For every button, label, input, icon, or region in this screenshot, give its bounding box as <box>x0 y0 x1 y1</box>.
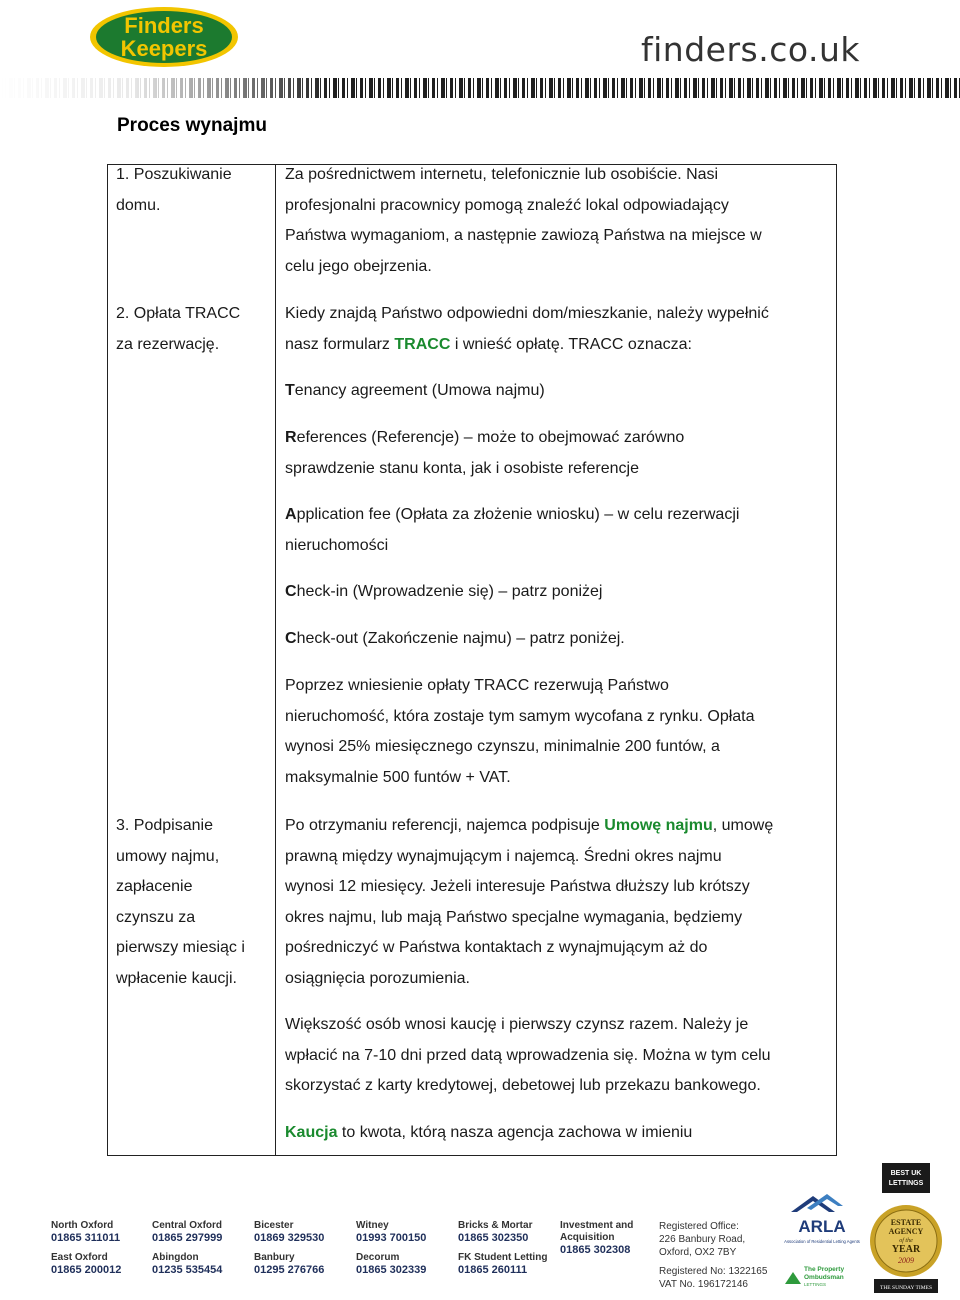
text-line: Państwa wymaganiom, a następnie zawiozą Państwa na miejsce w <box>285 227 762 244</box>
award-line4: YEAR <box>891 1244 921 1255</box>
office-phone[interactable]: 01865 260111 <box>458 1264 528 1276</box>
acronym-letter: A <box>285 506 297 523</box>
logo-line2: Keepers <box>120 36 208 61</box>
tpo-line1: The Property <box>804 1266 845 1273</box>
vat-number: VAT No. 196172146 <box>659 1279 748 1290</box>
text-line: wpłacić na 7-10 dni przed datą wprowadzenia się. Można w tym celu <box>285 1046 771 1064</box>
step-3-contract <box>285 811 825 994</box>
office-decorum <box>356 1252 426 1276</box>
step-3-deposit <box>285 1118 825 1149</box>
office-name: East Oxford <box>51 1252 108 1263</box>
text-line: pośredniczyć w Państwa kontaktach z wynajmującym aż do <box>285 939 708 956</box>
office-investment-acquisition <box>560 1220 633 1256</box>
text-line: skorzystać z karty kredytowej, debetowej lub przekazu bankowego. <box>285 1077 761 1094</box>
office-phone[interactable]: 01865 302308 <box>560 1244 631 1256</box>
text-line: wynosi 25% miesięcznego czynszu, minimalnie 200 funtów, a <box>285 738 720 755</box>
step-1-label-line: 1. Poszukiwanie <box>116 166 232 183</box>
text-span: i wnieść opłatę. TRACC oznacza: <box>450 335 692 353</box>
office-east-oxford <box>51 1252 121 1276</box>
text-line: Poprzez wniesienie opłaty TRACC rezerwują Państwo <box>285 677 669 694</box>
text-line: okres najmu, lub mają Państwo specjalne wymagania, będziemy <box>285 908 743 926</box>
arla-subtitle: Association of Residential Letting Agents <box>784 1239 860 1244</box>
text-span: Po otrzymaniu referencji, najemca podpisuje <box>285 817 605 834</box>
office-name: Central Oxford <box>152 1220 223 1231</box>
office-bicester <box>254 1220 324 1244</box>
text-line: wynosi 12 miesięcy. Jeżeli interesuje Państwa dłuższy lub krótszy <box>285 878 750 895</box>
step-2-label-line: za rezerwację. <box>116 335 220 353</box>
text-span: heck-out (Zakończenie najmu) – patrz poniżej. <box>296 630 625 647</box>
office-name: FK Student Letting <box>458 1252 548 1263</box>
text-line: nieruchomości <box>285 536 389 554</box>
office-banbury <box>254 1252 324 1276</box>
award-top-line2: LETTINGS <box>888 1180 924 1187</box>
text-line: profesjonalni pracownicy pomogą znaleźć lokal odpowiadający <box>285 196 729 214</box>
text-span: eferences (Referencje) – może to obejmować zarówno <box>296 429 685 446</box>
award-year: 2009 <box>898 1256 914 1265</box>
office-phone[interactable]: 01295 276766 <box>254 1264 325 1276</box>
company-reg-number: Registered No: 1322165 <box>659 1266 768 1277</box>
text-span: , umowę <box>712 817 774 834</box>
step-2-label <box>116 299 268 360</box>
contract-highlight: Umowę najmu <box>604 817 713 834</box>
text-line: Za pośrednictwem internetu, telefonicznie lub osobiście. Nasi <box>285 166 719 183</box>
text-line: maksymalnie 500 funtów + VAT. <box>285 768 511 786</box>
step-3-label-line: wpłacenie kaucji. <box>116 969 237 987</box>
office-fk-student-letting <box>458 1252 547 1276</box>
office-north-oxford <box>51 1220 120 1244</box>
award-line1: ESTATE <box>890 1218 922 1227</box>
step-3-label-line: pierwszy miesiąc i <box>116 939 245 956</box>
registered-office <box>659 1220 745 1259</box>
tracc-references <box>285 423 825 484</box>
tracc-highlight: TRACC <box>394 335 451 353</box>
step-3-label-line: 3. Podpisanie <box>116 817 213 834</box>
step-1-description <box>285 160 825 282</box>
tpo-line3: LETTINGS <box>804 1282 827 1287</box>
award-line2: AGENCY <box>888 1227 924 1236</box>
text-line: nieruchomość, która zostaje tym samym wycofana z rynku. Opłata <box>285 707 755 725</box>
text-span: to kwota, którą nasza agencja zachowa w imieniu <box>337 1124 693 1141</box>
finders-keepers-logo[interactable] <box>88 4 240 68</box>
tracc-tenancy <box>285 376 825 407</box>
office-phone[interactable]: 01865 302339 <box>356 1264 427 1276</box>
registered-label: Registered Office: <box>659 1221 739 1232</box>
office-phone[interactable]: 01993 700150 <box>356 1232 427 1244</box>
office-name: Witney <box>356 1220 389 1231</box>
award-top-line1: BEST UK <box>890 1170 922 1177</box>
office-central-oxford <box>152 1220 222 1244</box>
step-3-label-line: czynszu za <box>116 908 196 926</box>
award-line3: of the <box>899 1238 913 1244</box>
office-name: Investment and <box>560 1220 634 1231</box>
acronym-letter: T <box>285 382 295 399</box>
text-line: prawną między wynajmującym i najemcą. Średni okres najmu <box>285 847 722 865</box>
arla-wordmark: ARLA <box>798 1217 846 1236</box>
office-name: North Oxford <box>51 1220 114 1231</box>
step-3-label <box>116 811 268 994</box>
office-name: Bicester <box>254 1220 294 1231</box>
tracc-summary <box>285 671 825 793</box>
office-phone[interactable]: 01235 535454 <box>152 1264 223 1276</box>
office-phone[interactable]: 01865 297999 <box>152 1232 223 1244</box>
text-line <box>285 500 825 531</box>
step-1-label-line: domu. <box>116 196 161 214</box>
site-url[interactable]: finders.co.uk <box>641 30 860 69</box>
deposit-highlight: Kaucja <box>285 1124 338 1141</box>
office-bricks-mortar <box>458 1220 532 1244</box>
text-line: celu jego obejrzenia. <box>285 257 432 275</box>
step-3-label-line: umowy najmu, <box>116 847 220 865</box>
tracc-application-fee <box>285 500 825 561</box>
office-phone[interactable]: 01865 311011 <box>51 1232 121 1244</box>
office-phone[interactable]: 01865 200012 <box>51 1264 122 1276</box>
header-stripe-fade <box>0 78 330 98</box>
registered-address: 226 Banbury Road, <box>659 1234 746 1245</box>
text-span: pplication fee (Opłata za złożenie wniosku) – w celu rezerwacji <box>296 506 740 523</box>
step-2-label-line: 2. Opłata TRACC <box>116 305 241 322</box>
tpo-line2: Ombudsman <box>804 1274 844 1281</box>
office-witney <box>356 1220 426 1244</box>
estate-agency-award-badge <box>868 1163 944 1299</box>
step-3-payment <box>285 1010 825 1102</box>
tracc-check-out <box>285 624 825 655</box>
text-line <box>285 423 825 454</box>
office-phone[interactable]: 01865 302350 <box>458 1232 529 1244</box>
table-column-divider <box>275 164 276 1156</box>
office-name: Decorum <box>356 1252 400 1263</box>
arla-logo <box>783 1190 861 1252</box>
text-line: Kiedy znajdą Państwo odpowiedni dom/mieszkanie, należy wypełnić <box>285 305 769 322</box>
office-name: Banbury <box>254 1252 295 1263</box>
step-3-label-line: zapłacenie <box>116 878 193 895</box>
logo-line1: Finders <box>124 13 204 38</box>
property-ombudsman-logo <box>783 1262 855 1288</box>
tracc-check-in <box>285 577 825 608</box>
step-1-label <box>116 160 268 221</box>
text-span: heck-in (Wprowadzenie się) – patrz poniżej <box>296 583 603 600</box>
registration-numbers <box>659 1265 767 1291</box>
page-header <box>0 0 960 98</box>
acronym-letter: C <box>285 630 297 647</box>
registered-address: Oxford, OX2 7BY <box>659 1247 737 1258</box>
text-span: enancy agreement (Umowa najmu) <box>294 382 545 399</box>
text-line: Większość osób wnosi kaucję i pierwszy czynsz razem. Należy je <box>285 1016 749 1033</box>
text-line: osiągnięcia porozumienia. <box>285 969 470 987</box>
text-span: nasz formularz <box>285 335 395 353</box>
acronym-letter: C <box>285 583 297 600</box>
office-phone[interactable]: 01869 329530 <box>254 1232 325 1244</box>
step-2-intro <box>285 299 825 360</box>
office-name: Bricks & Mortar <box>458 1220 533 1231</box>
text-line <box>285 811 825 842</box>
page-title: Proces wynajmu <box>117 115 267 136</box>
text-line <box>285 330 825 361</box>
award-bottom: THE SUNDAY TIMES <box>879 1285 933 1291</box>
office-name: Acquisition <box>560 1232 615 1243</box>
text-line: sprawdzenie stanu konta, jak i osobiste referencje <box>285 459 639 477</box>
acronym-letter: R <box>285 429 297 446</box>
office-abingdon <box>152 1252 222 1276</box>
office-name: Abingdon <box>152 1252 199 1263</box>
